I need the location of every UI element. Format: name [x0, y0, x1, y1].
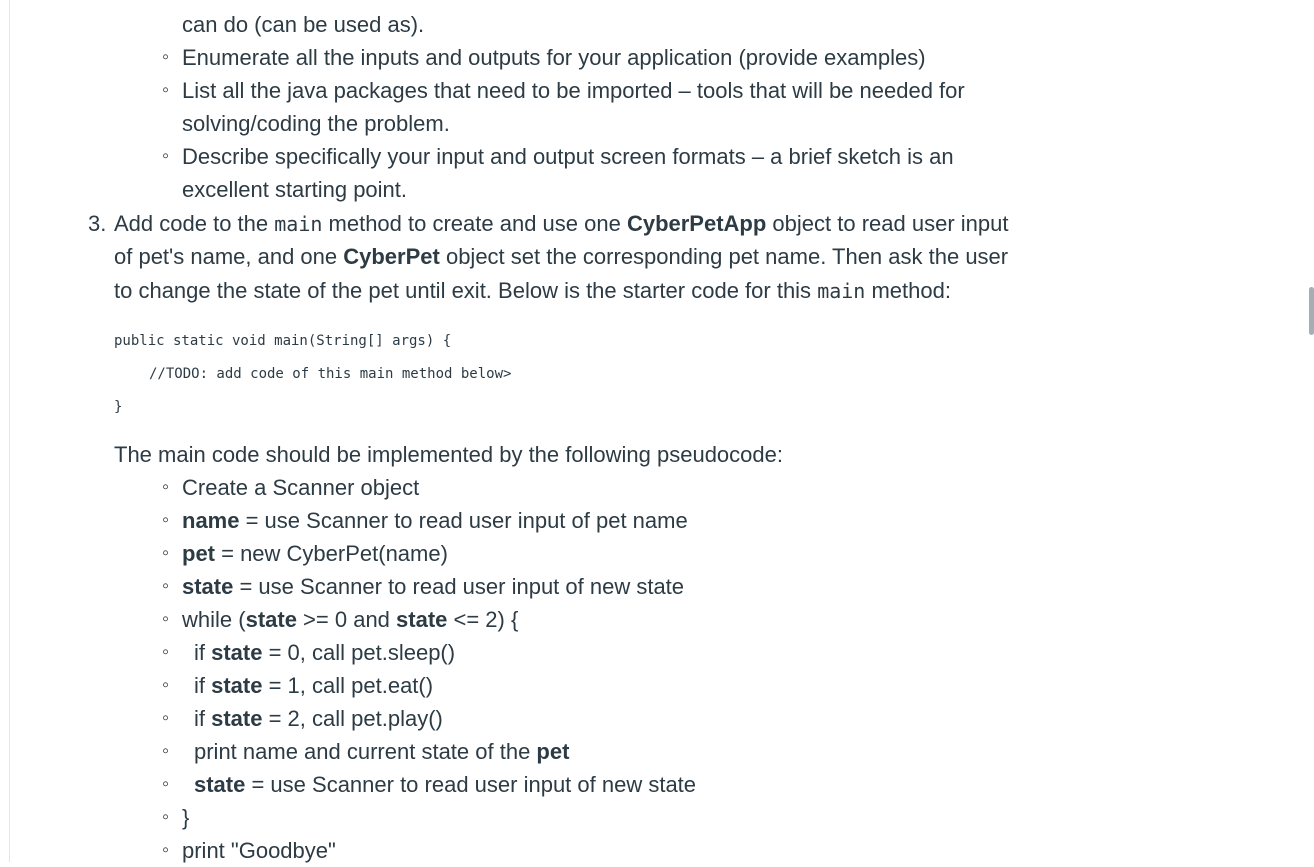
pseudocode-item: while (state >= 0 and state <= 2) { — [182, 607, 519, 632]
pseudocode-item: if state = 2, call pet.play() — [194, 706, 443, 731]
code-line: //TODO: add code of this main method below> — [149, 366, 512, 382]
bullet-icon: ◦ — [162, 575, 170, 597]
bullet-icon: ◦ — [162, 608, 170, 630]
pseudocode-item: if state = 1, call pet.eat() — [194, 673, 434, 698]
inline-code: main — [274, 212, 323, 236]
bullet-icon: ◦ — [162, 674, 170, 696]
bullet-icon: ◦ — [162, 806, 170, 828]
inline-code: main — [817, 279, 866, 303]
list-item: Enumerate all the inputs and outputs for your application (provide examples) — [182, 45, 926, 70]
list-item-continuation: excellent starting point. — [182, 177, 408, 202]
pseudocode-item: state = use Scanner to read user input of new state — [182, 574, 685, 599]
list-item-continuation: solving/coding the problem. — [182, 111, 450, 136]
bullet-icon: ◦ — [162, 509, 170, 531]
bullet-icon: ◦ — [162, 46, 170, 68]
pseudocode-item: pet = new CyberPet(name) — [182, 541, 448, 566]
pseudocode-item: print "Goodbye" — [182, 838, 336, 863]
class-name-bold: CyberPet — [343, 244, 440, 269]
code-line: } — [114, 399, 123, 415]
content-left-border — [9, 0, 10, 862]
bullet-icon: ◦ — [162, 740, 170, 762]
item-number: 3. — [88, 211, 107, 236]
bullet-icon: ◦ — [162, 145, 170, 167]
bullet-icon: ◦ — [162, 641, 170, 663]
pseudocode-item: Create a Scanner object — [182, 475, 420, 500]
item3-line3: to change the state of the pet until exit. Below is the starter code for this main method: — [114, 278, 951, 303]
bullet-icon: ◦ — [162, 542, 170, 564]
bullet-icon: ◦ — [162, 839, 170, 861]
bullet-icon: ◦ — [162, 476, 170, 498]
class-name-bold: CyberPetApp — [626, 211, 767, 236]
pseudocode-item: if state = 0, call pet.sleep() — [194, 640, 456, 665]
bullet-icon: ◦ — [162, 707, 170, 729]
bullet-icon: ◦ — [162, 79, 170, 101]
item3-line2: of pet's name, and one CyberPet object set the corresponding pet name. Then ask the user — [114, 244, 1009, 269]
pseudocode-item: print name and current state of the pet — [194, 739, 570, 764]
bullet-icon: ◦ — [162, 773, 170, 795]
pseudocode-item: } — [182, 805, 190, 830]
list-item: Describe specifically your input and output screen formats – a brief sketch is an — [182, 144, 954, 169]
partial-text-line: can do (can be used as). — [182, 12, 425, 37]
scrollbar-thumb[interactable] — [1309, 287, 1314, 335]
item3-line1: Add code to the main method to create and use one CyberPetApp object to read user input — [114, 211, 1009, 236]
code-line: public static void main(String[] args) { — [114, 333, 452, 349]
pseudocode-item: name = use Scanner to read user input of pet name — [182, 508, 688, 533]
list-item: List all the java packages that need to be imported – tools that will be needed for — [182, 78, 965, 103]
pseudocode-item: state = use Scanner to read user input of new state — [194, 772, 697, 797]
pseudocode-intro: The main code should be implemented by the following pseudocode: — [114, 442, 783, 467]
